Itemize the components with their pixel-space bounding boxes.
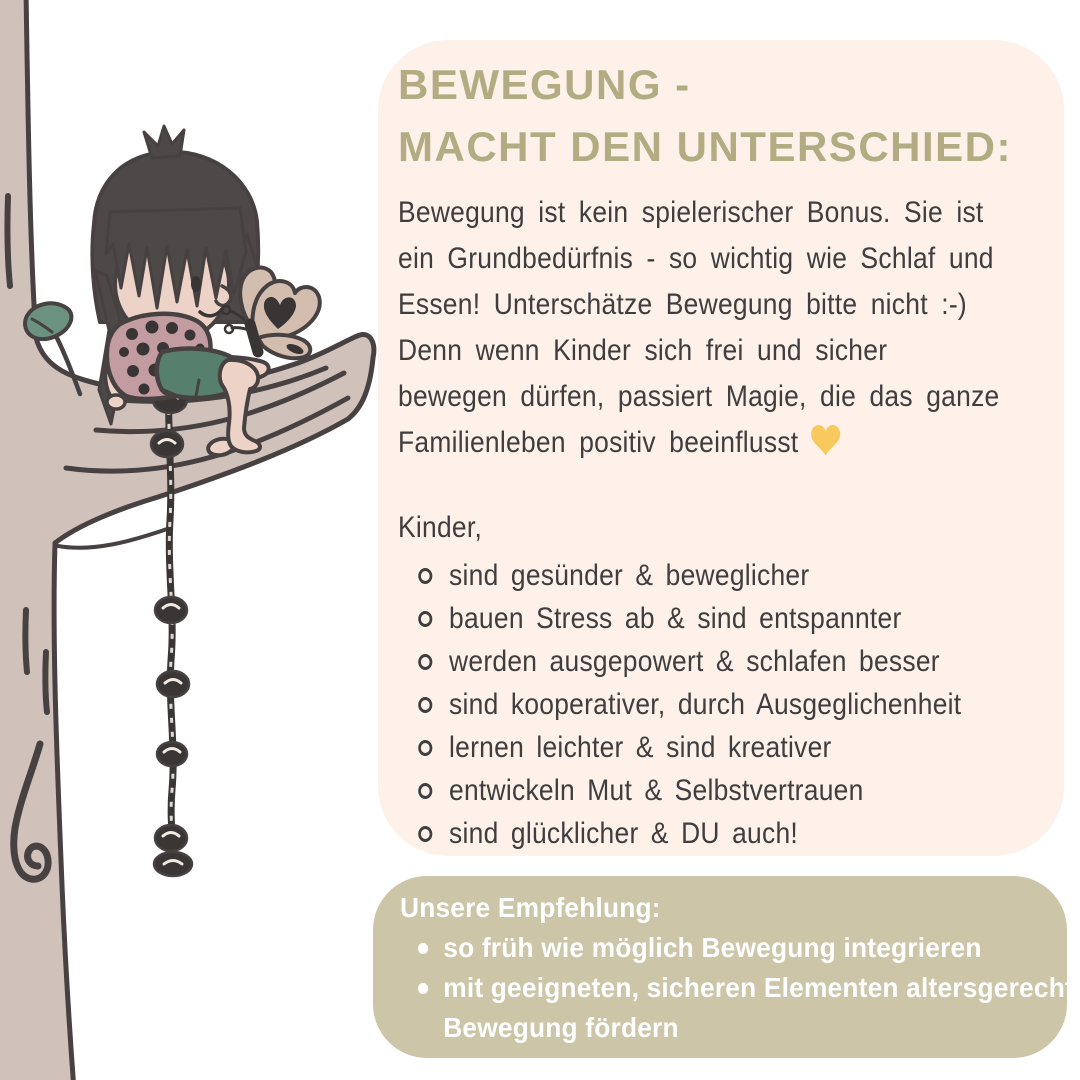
benefit-item: entwickeln Mut & Selbstvertrauen [398,769,1046,812]
page-title [398,54,1046,178]
benefit-item: bauen Stress ab & sind entspannter [398,597,1046,640]
benefits-list [398,554,1046,855]
recommendation-item: so früh wie möglich Bewegung integrieren [400,928,1080,968]
hair-top-sprout [144,126,184,158]
intro-paragraph [398,190,1046,855]
circle-bullet-icon [418,568,432,584]
benefit-item: lernen leichter & sind kreativer [398,726,1046,769]
circle-bullet-icon [418,826,432,842]
paragraph-line: Familienleben positiv beeinflusst [398,420,1046,470]
benefit-item: sind gesünder & beweglicher [398,554,1046,597]
page-title-line-2: MACHT DEN UNTERSCHIED: [398,123,1012,170]
list-intro: Kinder, [398,511,483,544]
yellow-heart-icon [811,424,841,470]
circle-bullet-icon [418,697,432,713]
recommendation-heading: Unsere Empfehlung: [400,892,661,923]
butterfly-wing-lower [258,335,310,358]
page-title-line-1: BEWEGUNG - [398,61,691,108]
paragraph-line: ein Grundbedürfnis - so wichtig wie Schlaf und [398,242,994,275]
hand-left [107,395,125,409]
eye [191,276,201,292]
circle-bullet-icon [418,783,432,799]
benefit-item: werden ausgepowert & schlafen besser [398,640,1046,683]
tree-illustration [0,0,395,1080]
info-panel [378,40,1064,856]
paragraph-line: Denn wenn Kinder sich frei und sicher [398,334,888,367]
circle-bullet-icon [418,740,432,756]
recommendation-panel [373,876,1074,1058]
paragraph-line: Bewegung ist kein spielerischer Bonus. Sie ist [398,196,984,229]
paragraph-line: Essen! Unterschätze Bewegung bitte nicht :-) [398,288,967,321]
circle-bullet-icon [418,611,432,627]
dot-bullet-icon [418,983,428,994]
recommendation-list [400,928,1080,1048]
butterfly-body [250,324,258,352]
circle-bullet-icon [418,654,432,670]
dot-bullet-icon [418,943,428,954]
benefit-item: sind glücklicher & DU auch! [398,812,1046,855]
benefit-item: sind kooperativer, durch Ausgeglichenheit [398,683,1046,726]
recommendation-item: mit geeigneten, sicheren Elementen altersgerecht Bewegung fördern [400,968,1080,1048]
paragraph-line: bewegen dürfen, passiert Magie, die das ganze [398,380,1000,413]
